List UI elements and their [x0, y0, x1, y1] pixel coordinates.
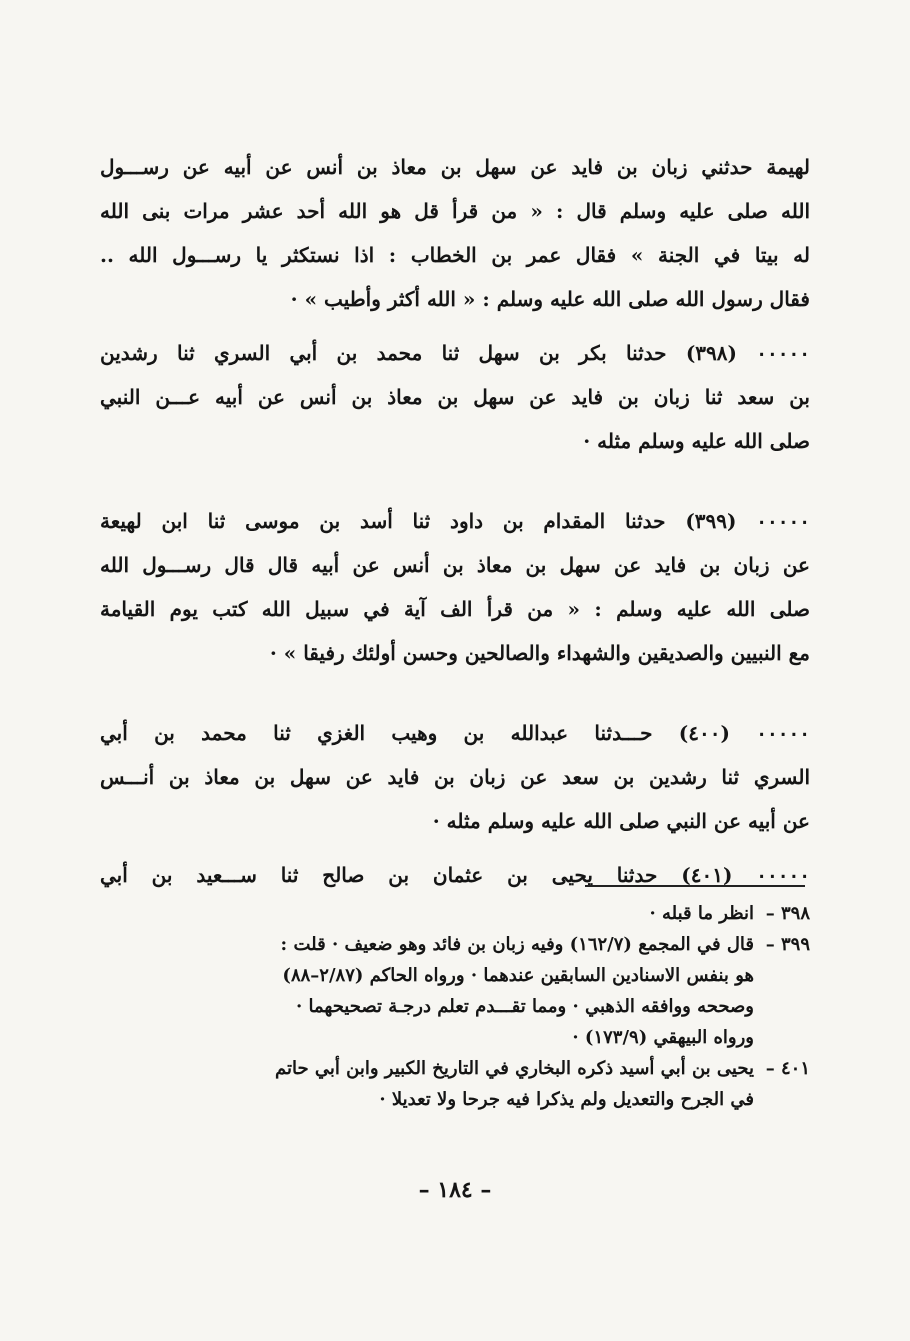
- text-line: لهيمة حدثني زبان بن فايد عن سهل بن معاذ بن أنس عن أبيه عن رســـول: [100, 155, 810, 179]
- paragraph-continuation: [100, 145, 810, 321]
- text-line: مع النبيين والصديقين والشهداء والصالحين وحسن أولئك رفيقا » ·: [269, 641, 810, 665]
- text-line: فقال رسول الله صلى الله عليه وسلم : « الله أكثر وأطيب » ·: [290, 287, 810, 311]
- hadith-401: [100, 853, 810, 897]
- footnote-text: في الجرح والتعديل ولم يذكرا فيه جرحا ولا تعديلا ·: [379, 1089, 754, 1110]
- page-number: – ١٨٤ –: [418, 1177, 492, 1203]
- text-line: ٠٠٠٠٠ (٣٩٨) حدثنا بكر بن سهل ثنا محمد بن أبي السري ثنا رشدين: [100, 341, 810, 365]
- footnotes: [100, 898, 810, 1115]
- text-line: ٠٠٠٠٠ (٤٠٠) حـــدثنا عبدالله بن وهيب الغزي ثنا محمد بن أبي: [100, 721, 810, 745]
- text-line: صلى الله عليه وسلم مثله ·: [583, 429, 810, 453]
- hadith-399: [100, 499, 810, 675]
- footnote-398: [100, 898, 810, 929]
- footnote-number: ٤٠١ –: [765, 1058, 810, 1079]
- footnote-text: ورواه البيهقي (١٧٣/٩) ·: [572, 1027, 754, 1048]
- text-line: عن أبيه عن النبي صلى الله عليه وسلم مثله ·: [432, 809, 810, 833]
- footnote-text: قال في المجمع (١٦٢/٧) وفيه زبان بن فائد وهو ضعيف · قلت :: [280, 934, 754, 955]
- main-text: [100, 145, 810, 897]
- footnote-text: انظر ما قبله ·: [649, 903, 754, 924]
- footnote-number: ٣٩٨ –: [765, 903, 810, 924]
- footnote-separator: [585, 885, 805, 887]
- text-line: السري ثنا رشدين بن سعد عن زبان بن فايد عن سهل بن معاذ بن أنـــس: [100, 765, 810, 789]
- footnote-text: هو بنفس الاسنادين السابقين عندهما · ورواه الحاكم (٢/٨٧–٨٨): [282, 965, 754, 986]
- text-line: ٠٠٠٠٠ (٣٩٩) حدثنا المقدام بن داود ثنا أسد بن موسى ثنا ابن لهيعة: [100, 509, 810, 533]
- footnote-text: يحيى بن أبي أسيد ذكره البخاري في التاريخ الكبير وابن أبي حاتم: [274, 1058, 754, 1079]
- footnote-401: [100, 1053, 810, 1115]
- text-line: بن سعد ثنا زبان بن فايد عن سهل بن معاذ بن أنس عن أبيه عـــن النبي: [100, 385, 810, 409]
- footnote-number: ٣٩٩ –: [765, 934, 810, 955]
- text-line: له بيتا في الجنة » فقال عمر بن الخطاب : اذا نستكثر يا رســـول الله ..: [100, 243, 810, 267]
- text-line: عن زبان بن فايد عن سهل بن معاذ بن أنس عن أبيه قال قال رســـول الله: [100, 553, 810, 577]
- hadith-400: [100, 711, 810, 843]
- footnote-text: وصححه ووافقه الذهبي · ومما تقـــدم تعلم درجـة تصحيحهما ·: [295, 996, 754, 1017]
- hadith-398: [100, 331, 810, 463]
- text-line: الله صلى عليه وسلم قال : « من قرأ قل هو الله أحد عشر مرات بنى الله: [100, 199, 810, 223]
- text-line: صلى الله عليه وسلم : « من قرأ الف آية في سبيل الله كتب يوم القيامة: [100, 597, 810, 621]
- footnote-399: [100, 929, 810, 1053]
- text-line: ٠٠٠٠٠ (٤٠١) حدثنا يحيى بن عثمان بن صالح ثنا ســـعيد بن أبي: [100, 863, 810, 887]
